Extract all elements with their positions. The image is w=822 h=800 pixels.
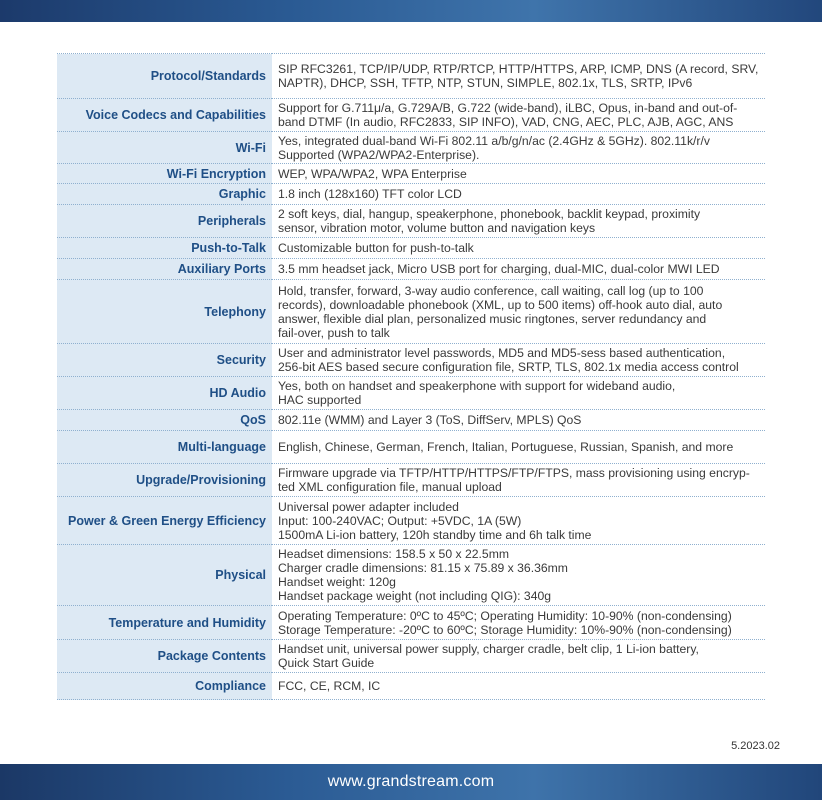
spec-value-security [272,344,765,377]
spec-value-wi-fi-encryption [272,164,765,184]
spec-value-line: WEP, WPA/WPA2, WPA Enterprise [278,166,467,181]
spec-value-line: sensor, vibration motor, volume button and navigation keys [278,221,596,235]
spec-value-line: 802.11e (WMM) and Layer 3 (ToS, DiffServ, MPLS) QoS [278,413,582,427]
spec-value-line: ted XML configuration file, manual upload [278,480,502,494]
spec-value-auxiliary-ports [272,259,765,280]
spec-row-graphic [57,184,765,205]
spec-label-security: Security [57,344,272,377]
spec-value-line: Headset dimensions: 158.5 x 50 x 22.5mm [278,547,510,561]
spec-value-line: English, Chinese, German, French, Italian, Portuguese, Russian, Spanish, and more [278,440,734,454]
spec-row-package-contents [57,640,765,673]
spec-value-line: 1500mA Li-ion battery, 120h standby time and 6h talk time [278,527,592,542]
spec-label-telephony: Telephony [57,280,272,344]
spec-row-physical [57,545,765,606]
spec-value-line: User and administrator level passwords, MD5 and MD5-sess based authentication, [278,346,726,360]
spec-value-qos [272,410,765,431]
spec-label-physical: Physical [57,545,272,606]
spec-row-qos [57,410,765,431]
spec-value-line: Handset package weight (not including QIG): 340g [278,589,552,603]
spec-value-line: Operating Temperature: 0ºC to 45ºC; Operating Humidity: 10-90% (non-condensing) [278,608,732,623]
spec-value-line: 2 soft keys, dial, hangup, speakerphone, phonebook, backlit keypad, proximity [278,207,701,221]
spec-value-temperature-and-humidity [272,606,765,640]
spec-row-temperature-and-humidity [57,606,765,640]
spec-row-wi-fi-encryption [57,164,765,184]
spec-value-line: Storage Temperature: -20ºC to 60ºC; Storage Humidity: 10%-90% (non-condensing) [278,622,732,637]
footer-banner [0,764,822,800]
spec-label-qos: QoS [57,410,272,431]
spec-row-upgrade-provisioning [57,464,765,497]
spec-value-line: SIP RFC3261, TCP/IP/UDP, RTP/RTCP, HTTP/HTTPS, ARP, ICMP, DNS (A record, SRV, [278,62,759,76]
spec-value-compliance [272,673,765,700]
spec-value-line: 256-bit AES based secure configuration file, SRTP, TLS, 802.1x media access control [278,360,739,374]
spec-value-telephony [272,280,765,344]
spec-row-voice-codecs-and-capabilities [57,99,765,132]
spec-value-protocol-standards [272,54,765,99]
spec-value-line: HAC supported [278,393,362,407]
spec-row-push-to-talk [57,238,765,259]
spec-value-line: 3.5 mm headset jack, Micro USB port for charging, dual-MIC, dual-color MWI LED [278,262,720,276]
spec-value-line: NAPTR), DHCP, SSH, TFTP, NTP, STUN, SIMPLE, 802.1x, TLS, SRTP, IPv6 [278,76,693,90]
spec-row-security [57,344,765,377]
spec-label-peripherals: Peripherals [57,205,272,238]
spec-label-wi-fi: Wi-Fi [57,132,272,164]
spec-label-temperature-and-humidity: Temperature and Humidity [57,606,272,640]
spec-value-package-contents [272,640,765,673]
top-banner [0,0,822,22]
spec-value-line: answer, flexible dial plan, personalized music ringtones, server redundancy and [278,311,707,326]
spec-value-physical [272,545,765,606]
spec-label-auxiliary-ports: Auxiliary Ports [57,259,272,280]
spec-value-line: fail-over, push to talk [278,325,390,340]
spec-row-auxiliary-ports [57,259,765,280]
spec-value-line: Handset unit, universal power supply, charger cradle, belt clip, 1 Li-ion battery, [278,642,699,656]
spec-label-graphic: Graphic [57,184,272,205]
spec-value-hd-audio [272,377,765,410]
spec-row-wi-fi [57,132,765,164]
spec-value-line: Yes, both on handset and speakerphone with support for wideband audio, [278,379,676,393]
spec-value-power-and-green-energy-efficiency [272,497,765,545]
spec-row-multi-language [57,431,765,464]
spec-value-push-to-talk [272,238,765,259]
spec-label-voice-codecs-and-capabilities: Voice Codecs and Capabilities [57,99,272,132]
spec-value-upgrade-provisioning [272,464,765,497]
spec-value-line: Input: 100-240VAC; Output: +5VDC, 1A (5W) [278,513,522,528]
spec-label-protocol-standards: Protocol/Standards [57,54,272,99]
spec-label-multi-language: Multi-language [57,431,272,464]
spec-label-push-to-talk: Push-to-Talk [57,238,272,259]
spec-label-upgrade-provisioning: Upgrade/Provisioning [57,464,272,497]
spec-label-wi-fi-encryption: Wi-Fi Encryption [57,164,272,184]
document-version: 5.2023.02 [731,740,780,752]
spec-row-telephony [57,280,765,344]
spec-value-line: Charger cradle dimensions: 81.15 x 75.89 x 36.36mm [278,561,568,575]
spec-label-compliance: Compliance [57,673,272,700]
spec-value-line: records), downloadable phonebook (XML, up to 500 items) off-hook auto dial, auto [278,297,723,312]
spec-value-line: Hold, transfer, forward, 3-way audio conference, call waiting, call log (up to 100 [278,283,704,298]
spec-row-protocol-standards [57,54,765,99]
spec-row-peripherals [57,205,765,238]
spec-value-line: Customizable button for push-to-talk [278,241,474,255]
spec-row-power-and-green-energy-efficiency [57,497,765,545]
spec-value-wi-fi [272,132,765,164]
spec-value-multi-language [272,431,765,464]
spec-value-line: Quick Start Guide [278,656,375,670]
spec-value-line: Firmware upgrade via TFTP/HTTP/HTTPS/FTP/FTPS, mass provisioning using encryp- [278,466,750,480]
spec-value-peripherals [272,205,765,238]
spec-label-power-and-green-energy-efficiency: Power & Green Energy Efficiency [57,497,272,545]
spec-value-graphic [272,184,765,205]
spec-label-hd-audio: HD Audio [57,377,272,410]
spec-row-compliance [57,673,765,700]
spec-value-line: Handset weight: 120g [278,575,396,589]
spec-value-line: Supported (WPA2/WPA2-Enterprise). [278,147,480,162]
spec-value-line: Support for G.711μ/a, G.729A/B, G.722 (wide-band), iLBC, Opus, in-band and out-of- [278,101,738,115]
spec-value-line: FCC, CE, RCM, IC [278,679,381,693]
spec-value-line: Yes, integrated dual-band Wi-Fi 802.11 a/b/g/n/ac (2.4GHz & 5GHz). 802.11k/r/v [278,133,710,148]
spec-row-hd-audio [57,377,765,410]
spec-value-line: band DTMF (In audio, RFC2833, SIP INFO), VAD, CNG, AEC, PLC, AJB, AGC, ANS [278,115,734,129]
spec-label-package-contents: Package Contents [57,640,272,673]
spec-table [57,53,765,700]
spec-value-line: Universal power adapter included [278,499,459,514]
spec-value-voice-codecs-and-capabilities [272,99,765,132]
website-link[interactable]: www.grandstream.com [327,773,495,790]
spec-value-line: 1.8 inch (128x160) TFT color LCD [278,187,462,201]
